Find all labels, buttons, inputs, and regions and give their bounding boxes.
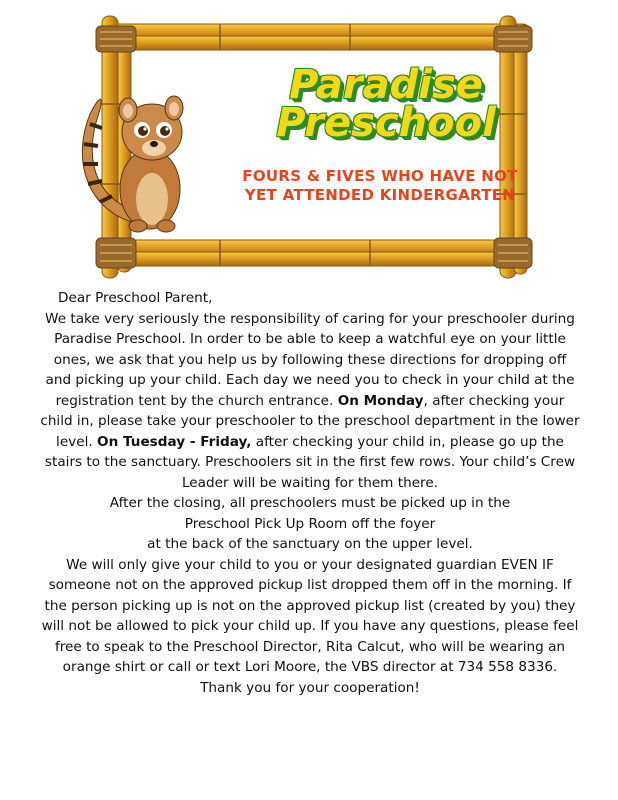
pickup-line1: After the closing, all preschoolers must be picked up in the: [109, 495, 511, 511]
greeting: Dear Preschool Parent,: [58, 290, 213, 306]
banner-subtitle: [240, 167, 520, 205]
pickup-policy: We will only give your child to you or your designated guardian EVEN IF someone not on the approved pickup list dropped them off in the morning. If the person picking up is not on the approved pickup list (created by you) they will not be allowed to pick your child up. If you have any questions, please feel free to speak to the Preschool Director, Rita Calcut, who will be wearing an orange shirt or call or text Lori Moore, the VBS director at 734 558 8336.: [41, 556, 579, 675]
monday-instructions: , after checking your child in, please take your preschooler to the preschool department in the lower level.: [40, 392, 580, 450]
banner: [70, 14, 540, 282]
tuesday-friday-label: On Tuesday - Friday,: [97, 433, 252, 450]
banner-subtitle-line2: YET ATTENDED KINDERGARTEN: [244, 186, 516, 204]
banner-subtitle-line1: FOURS & FIVES WHO HAVE NOT: [242, 167, 518, 185]
banner-title-line1: Paradise: [289, 62, 483, 108]
banner-title-line2: Preschool: [276, 100, 496, 146]
closing: Thank you for your cooperation!: [200, 679, 420, 696]
bamboo-frame: [70, 14, 540, 282]
drop-off-intro: We take very seriously the responsibility of caring for your preschooler during Paradise Preschool. In order to be able to keep a watchful eye on your little ones, we ask that you help us by following these directions for dropping off and picking up your child. Each day we need you to check in your child at the registration tent by the church entrance.: [45, 310, 575, 409]
tuesday-friday-instructions: after checking your child in, please go up the stairs to the sanctuary. Preschoolers sit in the first few rows. Your child’s Crew Leader will be waiting for them there.: [44, 433, 576, 491]
pickup-line2: Preschool Pick Up Room off the foyer: [184, 515, 436, 532]
pickup-line3: at the back of the sanctuary on the upper level.: [147, 536, 473, 552]
monday-label: On Monday: [337, 392, 424, 409]
banner-title: [266, 62, 506, 146]
lemur-mascot-icon: [82, 96, 183, 232]
drop-off-instructions: [40, 309, 580, 494]
pickup-location: [40, 493, 580, 555]
letter-body: [40, 288, 580, 698]
